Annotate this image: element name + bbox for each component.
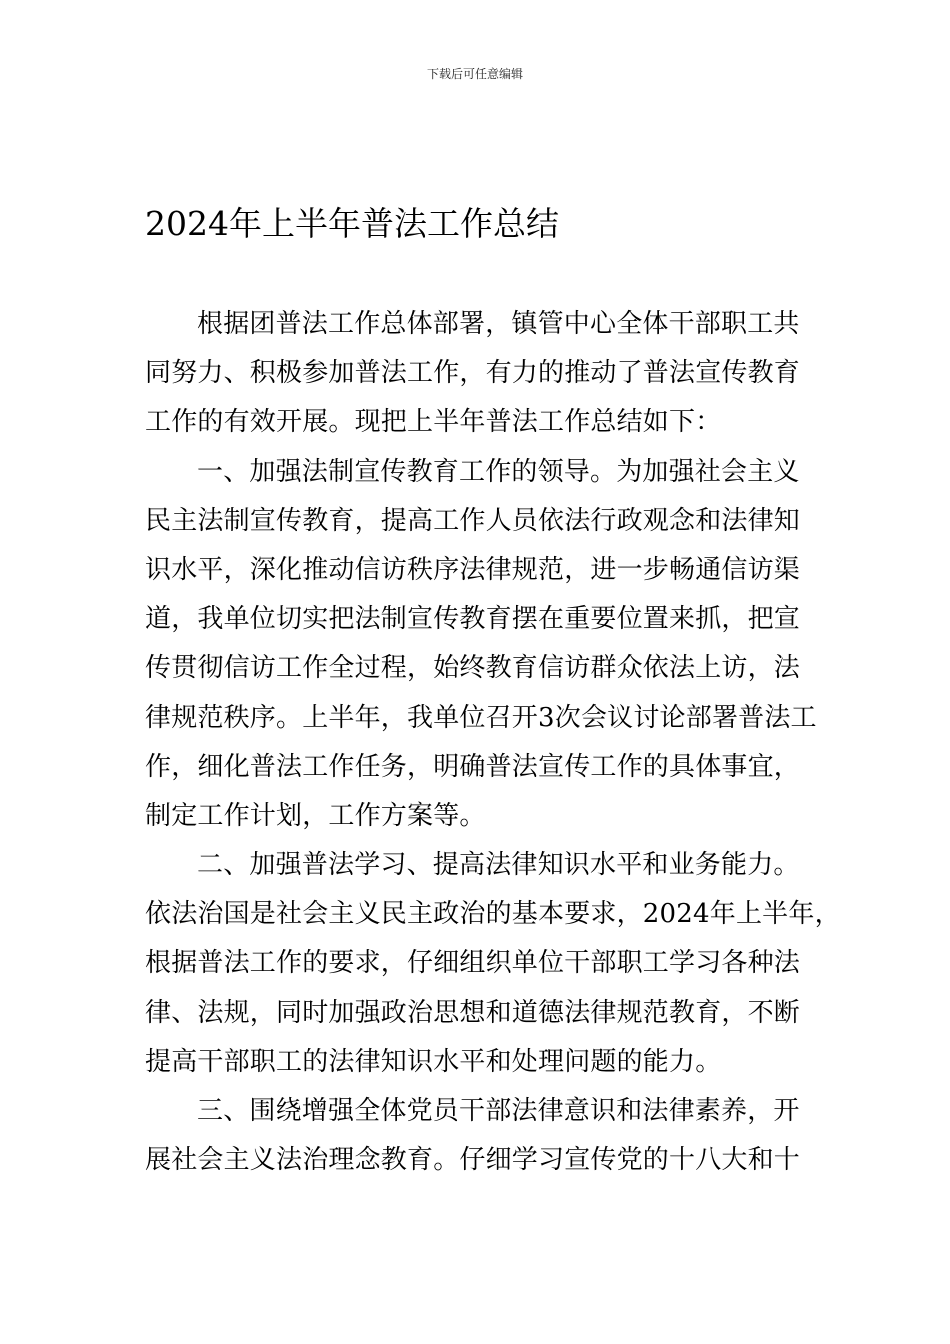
document-body bbox=[145, 300, 841, 1185]
paragraph-line: 识水平，深化推动信访秩序法律规范，进一步畅通信访渠 bbox=[145, 554, 801, 585]
paragraph-line: 工作的有效开展。现把上半年普法工作总结如下： bbox=[145, 407, 722, 438]
paragraph-line: 同努力、积极参加普法工作，有力的推动了普法宣传教育 bbox=[145, 358, 801, 389]
paragraph-line: 作，细化普法工作任务，明确普法宣传工作的具体事宜， bbox=[145, 751, 801, 782]
paragraph-line: 一、加强法制宣传教育工作的领导。为加强社会主义 bbox=[197, 456, 800, 487]
paragraph-line: 依法治国是社会主义民主政治的基本要求，2024年上半年， bbox=[145, 899, 841, 930]
document-title: 2024年上半年普法工作总结 bbox=[145, 204, 559, 243]
paragraph-line: 展社会主义法治理念教育。仔细学习宣传党的十八大和十 bbox=[145, 1145, 801, 1176]
paragraph-line: 民主法制宣传教育，提高工作人员依法行政观念和法律知 bbox=[145, 505, 801, 536]
paragraph-line: 传贯彻信访工作全过程，始终教育信访群众依法上访，法 bbox=[145, 653, 801, 684]
paragraph-line: 制定工作计划，工作方案等。 bbox=[145, 800, 486, 831]
paragraph-line: 提高干部职工的法律知识水平和处理问题的能力。 bbox=[145, 1046, 722, 1077]
paragraph-line: 三、围绕增强全体党员干部法律意识和法律素养，开 bbox=[197, 1096, 800, 1126]
paragraph-line: 二、加强普法学习、提高法律知识水平和业务能力。 bbox=[197, 850, 800, 881]
paragraph-line: 根据普法工作的要求，仔细组织单位干部职工学习各种法 bbox=[145, 948, 801, 979]
header-note: 下载后可任意编辑 bbox=[426, 67, 523, 81]
paragraph-line: 道，我单位切实把法制宣传教育摆在重要位置来抓，把宣 bbox=[145, 604, 801, 635]
paragraph-line: 律规范秩序。上半年，我单位召开3次会议讨论部署普法工 bbox=[145, 702, 817, 733]
paragraph-line: 律、法规，同时加强政治思想和道德法律规范教育，不断 bbox=[145, 997, 801, 1028]
paragraph-line: 根据团普法工作总体部署，镇管中心全体干部职工共 bbox=[197, 309, 800, 339]
